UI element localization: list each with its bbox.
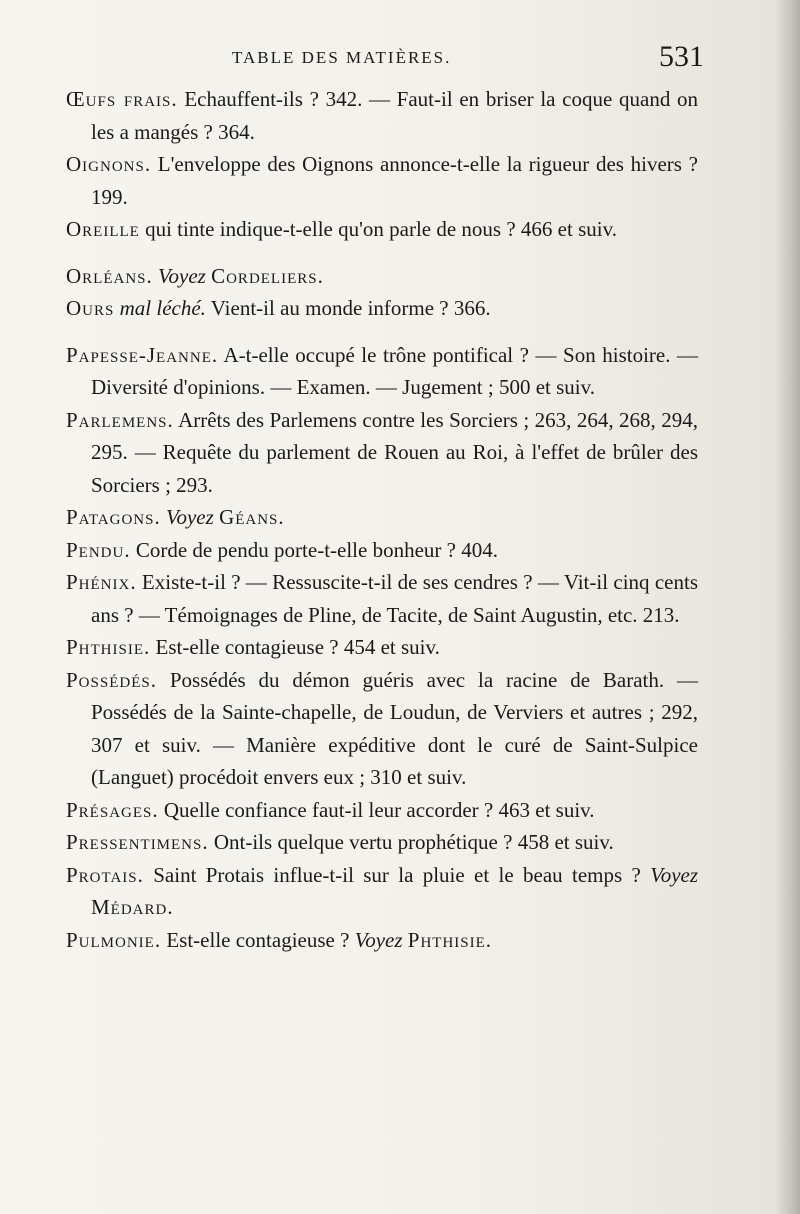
entry-crossref: Géans. (219, 505, 285, 529)
index-entry (66, 631, 698, 664)
entry-text: Est-elle contagieuse ? (166, 927, 350, 952)
running-title: TABLE DES MATIÈRES. (232, 48, 452, 67)
index-entry (66, 501, 698, 534)
entry-keyword: Possédés. (66, 667, 157, 692)
index-entry (66, 859, 698, 924)
entry-keyword: Œufs frais. (66, 87, 178, 111)
entry-keyword: Papesse-Jeanne. (66, 342, 219, 367)
index-entry (66, 566, 698, 631)
entry-keyword: Phthisie. (66, 635, 151, 659)
entry-text: Saint Protais influe-t-il sur la pluie et le beau temps ? (153, 862, 641, 887)
entry-italic: Voyez (650, 862, 699, 887)
entry-text: qui tinte indique-t-elle qu'on parle de nous ? 466 et suiv. (145, 217, 617, 241)
entry-text: Ont-ils quelque vertu prophétique ? 458 et suiv. (213, 830, 614, 854)
entry-italic: mal léché. (119, 296, 206, 320)
index-entry (66, 664, 698, 794)
index-entry (66, 83, 698, 148)
index-entries (66, 83, 698, 956)
entry-keyword: Orléans. (66, 263, 153, 288)
index-entry (66, 292, 698, 325)
entry-text: Possédés du démon guéris avec la racine de Barath. — Possédés de la Sainte-chapelle, de Loudun, de Verviers et autres ; 292, 307 et suiv. — Manière expéditive dont le curé de Saint-Sulpice (Languet) procédoit envers eux ; 310 et suiv. (91, 667, 699, 789)
index-entry (66, 534, 698, 567)
entry-keyword: Pendu. (66, 537, 131, 562)
entry-text: Existe-t-il ? — Ressuscite-t-il de ses cendres ? — Vit-il cinq cents ans ? — Témoignages de Pline, de Tacite, de Saint Augustin, etc. 213. (91, 570, 698, 627)
entry-crossref: Médard. (91, 895, 174, 919)
index-entry (66, 148, 698, 213)
entry-keyword: Parlemens. (66, 407, 174, 432)
entry-italic: Voyez (165, 505, 214, 529)
entry-keyword: Oignons. (66, 152, 152, 176)
entry-text: Vient-il au monde informe ? 366. (210, 296, 491, 320)
index-entry (66, 826, 698, 859)
index-entry (66, 260, 698, 293)
entry-keyword: Pulmonie. (66, 927, 162, 952)
entry-keyword: Oreille (66, 217, 140, 241)
entry-text: A-t-elle occupé le trône pontifical ? — Son histoire. — Diversité d'opinions. — Examen. — Jugement ; 500 et suiv. (91, 342, 698, 399)
entry-text: Echauffent-ils ? 342. — Faut-il en briser la coque quand on les a mangés ? 364. (91, 87, 698, 144)
page-number: 531 (659, 40, 704, 73)
index-entry (66, 339, 698, 404)
entry-crossref: Cordeliers. (211, 263, 324, 288)
entry-text: Corde de pendu porte-t-elle bonheur ? 404. (135, 537, 498, 562)
entry-italic: Voyez (158, 263, 206, 288)
entry-crossref: Phthisie. (407, 927, 493, 952)
index-entry (66, 404, 698, 502)
index-entry (66, 213, 698, 246)
entry-keyword: Présages. (66, 797, 159, 822)
entry-text: L'enveloppe des Oignons annonce-t-elle la rigueur des hivers ? 199. (91, 152, 698, 209)
entry-text: Quelle confiance faut-il leur accorder ? 463 et suiv. (163, 797, 595, 822)
entry-italic: Voyez (354, 927, 403, 952)
page-edge-shadow (774, 0, 800, 1214)
entry-text: Arrêts des Parlemens contre les Sorciers ; 263, 264, 268, 294, 295. — Requête du parlement de Rouen au Roi, à l'effet de brûler des Sorciers ; 293. (91, 407, 698, 497)
entry-keyword: Protais. (66, 862, 144, 887)
entry-keyword: Patagons. (66, 505, 161, 529)
entry-text: Est-elle contagieuse ? 454 et suiv. (155, 635, 440, 659)
index-entry (66, 924, 698, 957)
entry-keyword: Phénix. (66, 570, 137, 594)
index-entry (66, 794, 698, 827)
entry-keyword: Pressentimens. (66, 830, 209, 854)
page-header (64, 40, 704, 80)
entry-keyword: Ours (66, 296, 115, 320)
